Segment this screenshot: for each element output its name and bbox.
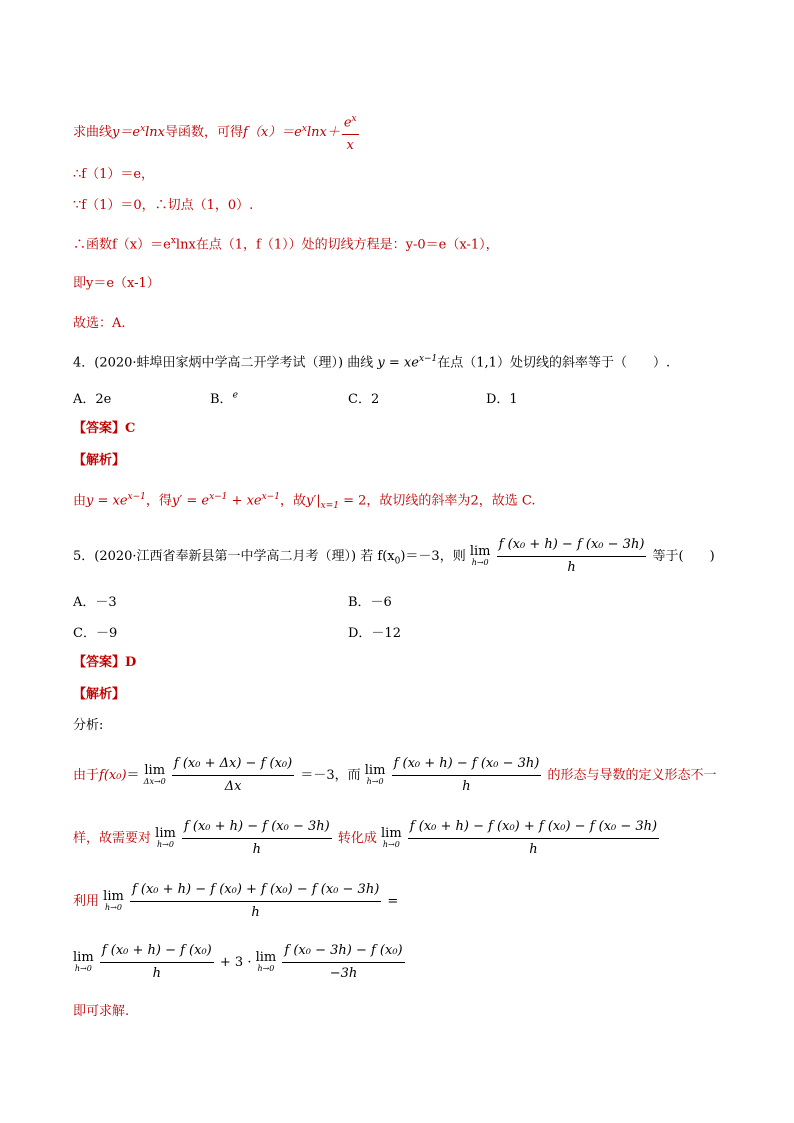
option-b: B．$^e$ (210, 390, 238, 407)
solution-line: 故选：A. (73, 316, 126, 331)
option-d: D．－12 (348, 626, 401, 641)
answer-label: 【答案】D (73, 655, 137, 670)
text: y = xe (377, 355, 419, 371)
text: x−1 (418, 354, 438, 364)
option-c: C．2 (348, 392, 380, 407)
text: ∴函数f（x）＝e (73, 237, 171, 253)
text: 求曲线 (73, 125, 113, 141)
analysis-paragraph-2: 样，故需要对 lim h→0 $\frac{\text{f (x₀ + h) − f (x₀ − 3h)}}{h}$ 转化成 lim h→0 $\frac{\text{f (x₀ + h) − f (x₀) + f (x₀) − f (x₀ − 3h)}}{h}$ (73, 819, 658, 857)
text: 4．(2020·蚌埠田家炳中学高二开学考试（理）) 曲线 (73, 355, 374, 371)
option-a: A．－3 (73, 595, 117, 610)
solution-line-tangent (73, 232, 499, 254)
text: lnx＋ (306, 125, 340, 141)
text: lnx在点（1，f（1））处的切线方程是：y-0＝e（x-1）， (175, 237, 499, 253)
text: f（x）＝e (243, 125, 302, 141)
text: x (170, 236, 176, 246)
solution-line: 即y＝e（x-1） (73, 276, 160, 291)
option-d: D．1 (486, 392, 518, 407)
option-c: C．－9 (73, 626, 118, 641)
analysis-paragraph-1: 由于f(x₀)＝ lim Δx→0 $\frac{\text{f (x₀ + Δx) − f (x₀)}}{\Delta x}$ ＝－3，而 lim h→0 $\frac{\text{f (x₀ + h) − f (x₀ − 3h)}}{h}$ 的形态与导数的定义形态不一 (73, 756, 717, 794)
solution-line: ∴f（1）＝e， (73, 167, 155, 182)
analysis-label: 【解析】 (73, 687, 126, 702)
question-5-stem: 5．(2020·江西省奉新县第一中学高二月考（理）) 若 $f(x_0)=-3$，则 lim h→0 $\frac{\text{f (x₀ + h) − f (x₀ − 3h)}}{h}$ 等于( ) (73, 537, 715, 575)
text: lnx (145, 125, 166, 141)
question-4-stem (73, 350, 670, 372)
question-4-analysis: 由$y = xe^{x-1}$，得$y' = e^{x-1} + xe^{x-1}$，故$y'|_{x=1} = 2$，故切线的斜率为2，故选 C. (73, 492, 536, 511)
text: x (301, 123, 307, 134)
analysis-conclusion: 即可求解. (73, 1004, 130, 1019)
solution-line-derivative (73, 110, 361, 155)
option-a: A．2e (73, 392, 112, 407)
analysis-intro: 分析: (73, 718, 104, 733)
fraction: $\frac{e^x}{x}$ (342, 110, 359, 155)
text: 导函数，可得 (165, 125, 244, 141)
fraction: $\frac{\text{f (x₀ + h) − f (x₀ − 3h)}}{h}$ (498, 537, 645, 575)
text: x (140, 123, 146, 134)
analysis-label: 【解析】 (73, 453, 126, 468)
option-b: B．－6 (348, 595, 392, 610)
limit-symbol: lim h→0 (469, 544, 491, 567)
text: y＝e (112, 125, 141, 141)
solution-line: ∵f（1）＝0，∴切点（1，0）. (73, 198, 254, 213)
analysis-paragraph-4: lim h→0 $\frac{\text{f (x₀ + h) − f (x₀)}}{h}$ + 3 · lim h→0 $\frac{\text{f (x₀ − 3h) − f (x₀)}}{-3h}$ (73, 943, 403, 981)
text: 在点（1,1）处切线的斜率等于（ ）. (437, 355, 671, 371)
answer-label: 【答案】C (73, 421, 136, 436)
analysis-paragraph-3: 利用 lim h→0 $\frac{\text{f (x₀ + h) − f (x₀) + f (x₀) − f (x₀ − 3h)}}{h}$ = (73, 882, 399, 920)
